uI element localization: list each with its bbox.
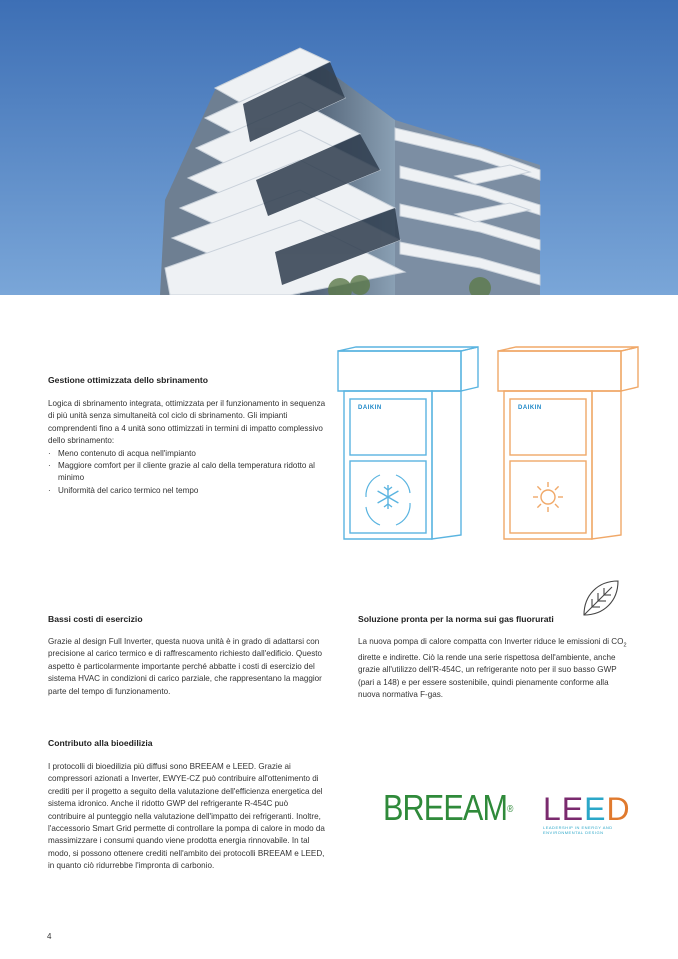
- breeam-logo: [383, 787, 513, 828]
- defrost-bullet-list: [48, 448, 328, 498]
- leaf-icon: [578, 575, 624, 621]
- section-body-fgas: [358, 636, 630, 702]
- section-body-defrost: [48, 398, 328, 497]
- section-body-bio: I protocolli di bioedilizia più diffusi sono BREEAM e LEED. Grazie ai compressori azionati a Inverter, EWYE-CZ può contribuire all'ottenimento di crediti per il progetto a seguito della valutazione dell'efficienza energetica del sistema idronico. Anche il ridotto GWP del refrigerante R-454C può contribuire al punteggio nella valutazione dell'impatto dei refrigeranti. Inoltre, l'accessorio Smart Grid permette di controllare la pompa di calore in modo da massimizzare i consumi quando viene prodotta energia rinnovabile. In tal modo, si possono ottenere crediti nell'ambito dei protocolli BREEAM e LEED, in quanto ciò ridurrebbe l'impronta di carbonio.: [48, 762, 325, 871]
- defrost-bullet-2: · Maggiore comfort per il cliente grazie al calo della temperatura ridotto al minimo: [48, 460, 328, 485]
- fgas-text-part-2: dirette e indirette. Ciò la rende una serie rispettosa dell'ambiente, anche grazie all'utilizzo dell'R-454C, un refrigerante noto per il suo basso GWP (pari a 148) e per essere sostenibile, quindi pienamente conforme alla nuova normativa F-gas.: [358, 653, 617, 700]
- section-title-fgas: Soluzione pronta per la norma sui gas fluorurati: [358, 614, 554, 624]
- daikin-logo-heat: DAIKIN: [518, 405, 542, 411]
- snowflake-icon: [372, 481, 404, 513]
- co2-subscript: 2: [623, 642, 627, 649]
- defrost-bullet-1: · Meno contenuto di acqua nell'impianto: [48, 448, 328, 460]
- section-title-defrost: Gestione ottimizzata dello sbrinamento: [48, 375, 208, 385]
- section-title-costs: Bassi costi di esercizio: [48, 614, 143, 624]
- hero-building-photo: [0, 0, 678, 295]
- breeam-logo-text: BREEAM: [383, 787, 508, 828]
- defrost-paragraph: Logica di sbrinamento integrata, ottimizzata per il funzionamento in sequenza di più unità senza simultaneità col ciclo di sbrinamento. Gli impianti comprendenti fino a 4 unità sono ottimizzati in termini di impatto complessivo dello sbrinamento:: [48, 399, 326, 446]
- page-number: 4: [47, 932, 52, 941]
- cooling-unit-illustration: [336, 345, 486, 550]
- sun-icon: [530, 479, 566, 515]
- heating-unit-illustration: [496, 345, 646, 550]
- section-body-costs: Grazie al design Full Inverter, questa nuova unità è in grado di adattarsi con precisione al carico termico e di raffrescamento richiesto dall'edificio. Questo aspetto è particolarmente importante perché abbatte i costi di esercizio del sistema HVAC in condizioni di carico parziale, che rappresentano la maggior parte del tempo di funzionamento.: [48, 637, 323, 696]
- daikin-logo-cool: DAIKIN: [358, 405, 382, 411]
- defrost-bullet-3: · Uniformità del carico termico nel tempo: [48, 485, 328, 497]
- section-title-bio: Contributo alla bioedilizia: [48, 738, 153, 748]
- leed-logo-text: LEED: [543, 791, 631, 827]
- fgas-text-part-1: La nuova pompa di calore compatta con Inverter riduce le emissioni di CO: [358, 637, 624, 646]
- leed-logo: [543, 791, 631, 835]
- breeam-registered-mark: ®: [507, 804, 513, 815]
- leed-tagline: LEADERSHIP IN ENERGY AND ENVIRONMENTAL DESIGN: [543, 825, 613, 835]
